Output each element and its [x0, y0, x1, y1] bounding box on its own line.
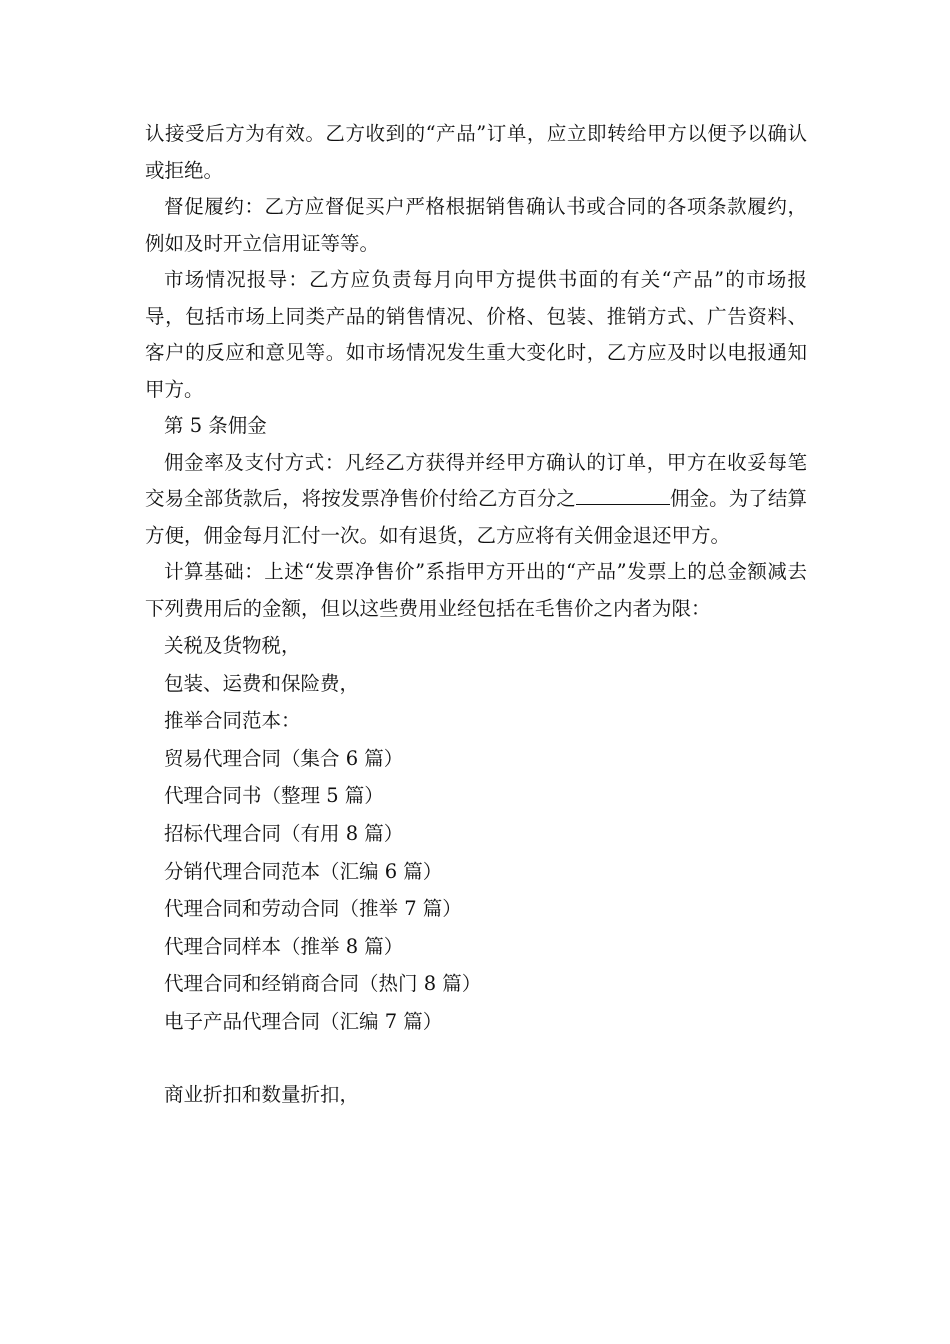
commission-blank-line-continued	[650, 482, 670, 505]
commission-blank-line	[576, 482, 650, 505]
list-item: 代理合同和经销商合同（热门 8 篇）	[164, 972, 482, 996]
document-page	[145, 116, 807, 1113]
list-item: 包装、运费和保险费，	[164, 671, 360, 695]
paragraph-discounts: 商业折扣和数量折扣，	[164, 1082, 360, 1106]
commission-rate-text-start: 佣金率及支付方式：凡经乙方获得并经甲方确认的订单，甲方在收妥每笔交易全部货款后，将按发票净售价付给乙方百分之	[145, 450, 807, 510]
deduction-and-reference-list	[145, 627, 807, 1041]
list-item: 招标代理合同（有用 8 篇）	[164, 821, 404, 845]
paragraph-order-confirmation: 认接受后方为有效。乙方收到的“产品”订单，应立即转给甲方以便予以确认或拒绝。	[145, 122, 807, 182]
list-item: 贸易代理合同（集合 6 篇）	[164, 746, 404, 770]
blank-line	[145, 1041, 807, 1077]
list-item: 关税及货物税，	[164, 634, 301, 657]
list-item: 代理合同书（整理 5 篇）	[164, 784, 384, 808]
paragraph-commission-rate	[145, 445, 807, 555]
list-item: 代理合同和劳动合同（推举 7 篇）	[164, 897, 462, 921]
section-heading-commission: 第 5 条佣金	[164, 414, 267, 437]
list-item: 分销代理合同范本（汇编 6 篇）	[164, 859, 443, 883]
list-item: 推举合同范本：	[164, 709, 301, 733]
list-item: 电子产品代理合同（汇编 7 篇）	[164, 1009, 443, 1033]
paragraph-supervise-performance: 督促履约：乙方应督促买户严格根据销售确认书或合同的各项条款履约，例如及时开立信用证等等。	[145, 195, 807, 255]
paragraph-market-report: 市场情况报导：乙方应负责每月向甲方提供书面的有关“产品”的市场报导，包括市场上同类产品的销售情况、价格、包装、推销方式、广告资料、客户的反应和意见等。如市场情况发生重大变化时，乙方应及时以电报通知甲方。	[145, 268, 807, 401]
paragraph-calculation-basis: 计算基础：上述“发票净售价”系指甲方开出的“产品”发票上的总金额减去下列费用后的金额，但以这些费用业经包括在毛售价之内者为限：	[145, 560, 807, 620]
commission-rate-text-end: 佣金。为了结算方便，佣金每月汇付一次。如有退货，乙方应将有关佣金退还甲方。	[145, 487, 807, 547]
list-item: 代理合同样本（推举 8 篇）	[164, 934, 404, 958]
